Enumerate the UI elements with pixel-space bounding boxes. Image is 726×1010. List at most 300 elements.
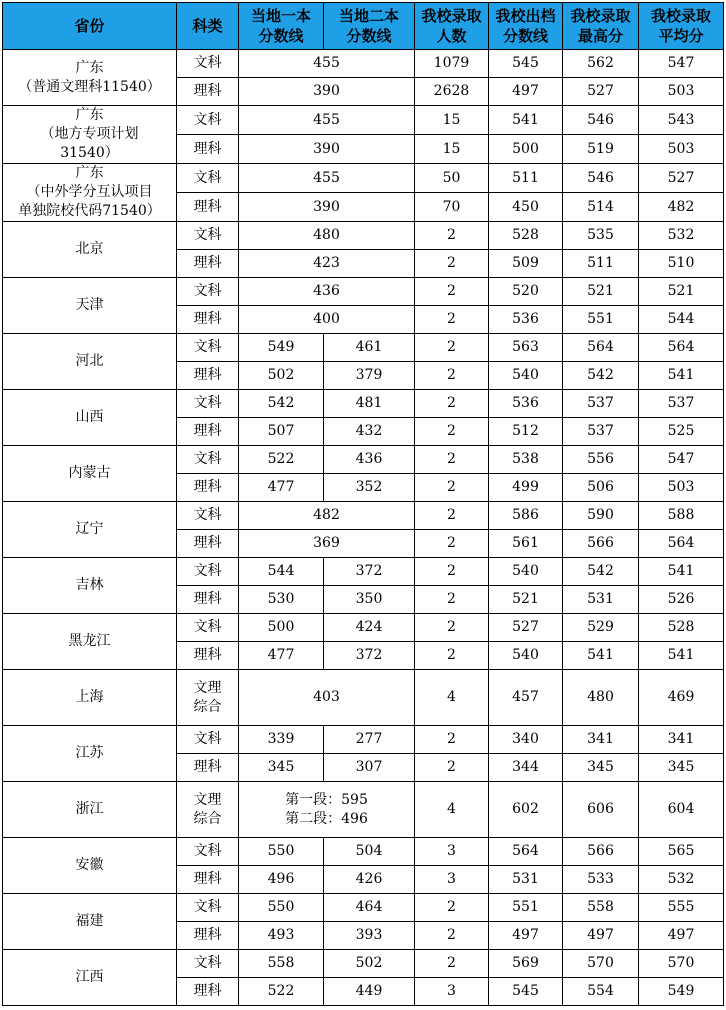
- table-row: [3, 390, 724, 418]
- tier1-line-cell: 544: [239, 558, 324, 586]
- combined-line-cell: 455: [239, 106, 415, 135]
- subject-cell: [177, 558, 239, 586]
- province-cell: [3, 950, 177, 1006]
- admitted-count-cell: 3: [415, 866, 489, 894]
- highest-score-cell: 570: [563, 950, 639, 978]
- subject-line: 文科: [193, 111, 222, 128]
- highest-score-cell: 558: [563, 894, 639, 922]
- average-score-cell: 497: [639, 922, 724, 950]
- filing-line-cell: 538: [489, 446, 563, 474]
- filing-line-cell: 540: [489, 558, 563, 586]
- tier1-line-cell: 530: [239, 586, 324, 614]
- filing-line-cell: 540: [489, 362, 563, 390]
- subject-line: 理科: [193, 255, 222, 271]
- header-filing-line: 我校出档 分数线: [489, 3, 563, 50]
- combined-line-cell: 403: [239, 670, 415, 726]
- filing-line-cell: 499: [489, 474, 563, 502]
- subject-line: 文科: [193, 55, 222, 71]
- tier1-line-cell: 507: [239, 418, 324, 446]
- average-score-cell: 588: [639, 502, 724, 530]
- filing-line-cell: 563: [489, 334, 563, 362]
- table-row: [3, 502, 724, 530]
- tier2-line-cell: 393: [324, 922, 415, 950]
- combined-line-cell: 390: [239, 135, 415, 164]
- header-highest-score: 我校录取 最高分: [563, 3, 639, 50]
- subject-line: 理科: [193, 591, 222, 607]
- province-name-line: 广东: [75, 59, 104, 76]
- subject-line: 理科: [193, 759, 222, 775]
- subject-cell: [177, 50, 239, 78]
- table-row: [3, 614, 724, 642]
- average-score-cell: 549: [639, 978, 724, 1006]
- highest-score-cell: 556: [563, 446, 639, 474]
- highest-score-cell: 527: [563, 78, 639, 106]
- highest-score-cell: 537: [563, 418, 639, 446]
- average-score-cell: 526: [639, 586, 724, 614]
- admitted-count-cell: 2: [415, 614, 489, 642]
- province-name-line: 31540）: [60, 145, 119, 161]
- tier2-line-cell: 307: [324, 754, 415, 782]
- admitted-count-cell: 15: [415, 135, 489, 164]
- average-score-cell: 532: [639, 222, 724, 250]
- filing-line-cell: 511: [489, 164, 563, 193]
- province-cell: [3, 502, 177, 558]
- subject-cell: [177, 164, 239, 193]
- subject-cell: [177, 950, 239, 978]
- province-name-line: 黑龙江: [68, 633, 111, 649]
- province-name-line: 福建: [75, 913, 104, 929]
- average-score-cell: 503: [639, 474, 724, 502]
- province-cell: [3, 614, 177, 670]
- province-name-line: 安徽: [75, 857, 104, 873]
- province-cell: [3, 334, 177, 390]
- combined-line-cell: 369: [239, 530, 415, 558]
- filing-line-cell: 521: [489, 586, 563, 614]
- admitted-count-cell: 15: [415, 106, 489, 135]
- subject-line: 文科: [193, 563, 222, 579]
- subject-cell: [177, 250, 239, 278]
- subject-line: 文理: [193, 679, 222, 696]
- subject-cell: [177, 530, 239, 558]
- table-row: [3, 670, 724, 726]
- tier1-line-cell: 339: [239, 726, 324, 754]
- subject-cell: [177, 614, 239, 642]
- filing-line-cell: 536: [489, 306, 563, 334]
- average-score-cell: 345: [639, 754, 724, 782]
- highest-score-cell: 533: [563, 866, 639, 894]
- average-score-cell: 547: [639, 446, 724, 474]
- filing-line-cell: 497: [489, 922, 563, 950]
- filing-line-cell: 586: [489, 502, 563, 530]
- filing-line-cell: 545: [489, 978, 563, 1006]
- filing-line-cell: 450: [489, 193, 563, 222]
- average-score-cell: 510: [639, 250, 724, 278]
- admitted-count-cell: 2: [415, 418, 489, 446]
- subject-line: 文理: [193, 791, 222, 808]
- highest-score-cell: 514: [563, 193, 639, 222]
- subject-cell: [177, 586, 239, 614]
- admitted-count-cell: 2: [415, 474, 489, 502]
- highest-score-cell: 542: [563, 362, 639, 390]
- subject-cell: [177, 474, 239, 502]
- tier1-line-cell: 496: [239, 866, 324, 894]
- subject-line: 理科: [193, 83, 222, 99]
- admitted-count-cell: 2: [415, 334, 489, 362]
- province-cell: [3, 558, 177, 614]
- subject-line: 理科: [193, 535, 222, 551]
- subject-line: 文科: [193, 339, 222, 355]
- subject-line: 文科: [193, 451, 222, 467]
- combined-line-cell: 400: [239, 306, 415, 334]
- filing-line-cell: 561: [489, 530, 563, 558]
- header-average-score: 我校录取 平均分: [639, 3, 724, 50]
- table-row: [3, 894, 724, 922]
- tier2-line-cell: 379: [324, 362, 415, 390]
- admitted-count-cell: 2: [415, 278, 489, 306]
- province-name-line: 山西: [75, 409, 104, 425]
- table-row: [3, 334, 724, 362]
- average-score-cell: 565: [639, 838, 724, 866]
- subject-cell: [177, 894, 239, 922]
- highest-score-cell: 542: [563, 558, 639, 586]
- tier1-line-cell: 477: [239, 474, 324, 502]
- subject-cell: [177, 390, 239, 418]
- combined-line-cell: 390: [239, 193, 415, 222]
- subject-line: 理科: [193, 479, 222, 495]
- highest-score-cell: 519: [563, 135, 639, 164]
- average-score-cell: 555: [639, 894, 724, 922]
- subject-line: 理科: [193, 198, 222, 215]
- subject-cell: [177, 222, 239, 250]
- average-score-cell: 543: [639, 106, 724, 135]
- average-score-cell: 527: [639, 164, 724, 193]
- admitted-count-cell: 50: [415, 164, 489, 193]
- table-row: [3, 558, 724, 586]
- province-cell: [3, 670, 177, 726]
- admitted-count-cell: 2: [415, 558, 489, 586]
- filing-line-cell: 551: [489, 894, 563, 922]
- admitted-count-cell: 3: [415, 978, 489, 1006]
- admitted-count-cell: 4: [415, 782, 489, 838]
- tier1-line-cell: 550: [239, 838, 324, 866]
- average-score-cell: 541: [639, 642, 724, 670]
- tier2-line-cell: 426: [324, 866, 415, 894]
- tier2-line-cell: 461: [324, 334, 415, 362]
- table-row: [3, 50, 724, 78]
- subject-cell: [177, 135, 239, 164]
- subject-line: 文科: [193, 619, 222, 635]
- filing-line-cell: 344: [489, 754, 563, 782]
- highest-score-cell: 531: [563, 586, 639, 614]
- average-score-cell: 544: [639, 306, 724, 334]
- subject-line: 文科: [193, 283, 222, 299]
- combined-line-cell: 436: [239, 278, 415, 306]
- highest-score-cell: 562: [563, 50, 639, 78]
- admitted-count-cell: 2: [415, 530, 489, 558]
- admitted-count-cell: 2: [415, 894, 489, 922]
- province-cell: [3, 838, 177, 894]
- tier1-line-cell: 500: [239, 614, 324, 642]
- highest-score-cell: 551: [563, 306, 639, 334]
- tier2-line-cell: 352: [324, 474, 415, 502]
- header-tier1-line: 当地一本 分数线: [239, 3, 324, 50]
- tier2-line-cell: 350: [324, 586, 415, 614]
- tier1-line-cell: 477: [239, 642, 324, 670]
- province-name-line: 广东: [75, 165, 104, 181]
- subject-line: 文科: [193, 955, 222, 971]
- filing-line-cell: 520: [489, 278, 563, 306]
- province-cell: [3, 164, 177, 222]
- province-name-line: 天津: [75, 297, 104, 313]
- tier2-line-cell: 502: [324, 950, 415, 978]
- combined-line-cell: 482: [239, 502, 415, 530]
- tier1-line-cell: 522: [239, 446, 324, 474]
- tier2-line-cell: 372: [324, 642, 415, 670]
- subject-line: 文科: [193, 507, 222, 523]
- subject-line: 理科: [193, 983, 222, 999]
- province-name-line: 浙江: [75, 801, 104, 817]
- province-name-line: 河北: [75, 353, 104, 369]
- admitted-count-cell: 2: [415, 222, 489, 250]
- province-cell: [3, 782, 177, 838]
- average-score-cell: 541: [639, 558, 724, 586]
- province-cell: [3, 446, 177, 502]
- province-name-line: 广东: [75, 107, 104, 123]
- admitted-count-cell: 2628: [415, 78, 489, 106]
- combined-line-cell: 480: [239, 222, 415, 250]
- combined-line-part: 第二段：496: [285, 810, 368, 827]
- subject-line: 综合: [193, 698, 222, 715]
- highest-score-cell: 506: [563, 474, 639, 502]
- subject-cell: [177, 866, 239, 894]
- subject-cell: [177, 838, 239, 866]
- average-score-cell: 482: [639, 193, 724, 222]
- table-row: [3, 446, 724, 474]
- province-name-line: （中外学分互认项目: [26, 184, 153, 200]
- tier2-line-cell: 436: [324, 446, 415, 474]
- subject-line: 理科: [193, 927, 222, 943]
- highest-score-cell: 564: [563, 334, 639, 362]
- admitted-count-cell: 4: [415, 670, 489, 726]
- filing-line-cell: 497: [489, 78, 563, 106]
- tier1-line-cell: 345: [239, 754, 324, 782]
- combined-line-cell: 390: [239, 78, 415, 106]
- tier1-line-cell: 493: [239, 922, 324, 950]
- highest-score-cell: 497: [563, 922, 639, 950]
- subject-cell: [177, 978, 239, 1006]
- table-row: [3, 164, 724, 193]
- table-row: [3, 726, 724, 754]
- combined-line-part: 第一段：595: [285, 791, 368, 808]
- average-score-cell: 525: [639, 418, 724, 446]
- header-admitted-count: 我校录取 人数: [415, 3, 489, 50]
- tier1-line-cell: 542: [239, 390, 324, 418]
- filing-line-cell: 500: [489, 135, 563, 164]
- province-cell: [3, 726, 177, 782]
- average-score-cell: 503: [639, 78, 724, 106]
- province-cell: [3, 50, 177, 106]
- average-score-cell: 564: [639, 530, 724, 558]
- admitted-count-cell: 2: [415, 250, 489, 278]
- header-subject: 科类: [177, 3, 239, 50]
- admitted-count-cell: 2: [415, 642, 489, 670]
- province-name-line: （地方专项计划: [40, 126, 139, 142]
- filing-line-cell: 457: [489, 670, 563, 726]
- highest-score-cell: 511: [563, 250, 639, 278]
- admitted-count-cell: 2: [415, 586, 489, 614]
- subject-cell: [177, 418, 239, 446]
- average-score-cell: 537: [639, 390, 724, 418]
- subject-line: 理科: [193, 311, 222, 327]
- combined-line-cell: 423: [239, 250, 415, 278]
- table-row: [3, 838, 724, 866]
- admitted-count-cell: 2: [415, 502, 489, 530]
- highest-score-cell: 537: [563, 390, 639, 418]
- filing-line-cell: 340: [489, 726, 563, 754]
- highest-score-cell: 590: [563, 502, 639, 530]
- subject-cell: [177, 362, 239, 390]
- average-score-cell: 503: [639, 135, 724, 164]
- average-score-cell: 341: [639, 726, 724, 754]
- province-name-line: （普通文理科11540）: [18, 78, 161, 95]
- province-name-line: 单独院校代码71540）: [18, 203, 161, 219]
- table-row: [3, 106, 724, 135]
- table-row: [3, 782, 724, 838]
- province-name-line: 北京: [75, 241, 104, 257]
- highest-score-cell: 541: [563, 642, 639, 670]
- highest-score-cell: 341: [563, 726, 639, 754]
- header-tier2-line: 当地二本 分数线: [324, 3, 415, 50]
- tier1-line-cell: 550: [239, 894, 324, 922]
- province-name-line: 辽宁: [75, 521, 104, 537]
- average-score-cell: 528: [639, 614, 724, 642]
- subject-line: 文科: [193, 731, 222, 747]
- highest-score-cell: 480: [563, 670, 639, 726]
- subject-cell: [177, 193, 239, 222]
- table-body: [3, 50, 724, 1006]
- average-score-cell: 570: [639, 950, 724, 978]
- tier2-line-cell: 481: [324, 390, 415, 418]
- header-province: 省份: [3, 3, 177, 50]
- province-cell: [3, 390, 177, 446]
- subject-cell: [177, 670, 239, 726]
- admitted-count-cell: 2: [415, 754, 489, 782]
- tier2-line-cell: 449: [324, 978, 415, 1006]
- tier1-line-cell: 502: [239, 362, 324, 390]
- highest-score-cell: 345: [563, 754, 639, 782]
- province-name-line: 江苏: [75, 745, 104, 761]
- subject-cell: [177, 446, 239, 474]
- table-row: [3, 950, 724, 978]
- highest-score-cell: 546: [563, 164, 639, 193]
- tier1-line-cell: 522: [239, 978, 324, 1006]
- province-cell: [3, 222, 177, 278]
- average-score-cell: 469: [639, 670, 724, 726]
- admitted-count-cell: 2: [415, 306, 489, 334]
- subject-line: 文科: [193, 395, 222, 411]
- subject-line: 文科: [193, 169, 222, 186]
- tier2-line-cell: 372: [324, 558, 415, 586]
- highest-score-cell: 554: [563, 978, 639, 1006]
- tier2-line-cell: 424: [324, 614, 415, 642]
- province-name-line: 内蒙古: [68, 465, 111, 481]
- subject-cell: [177, 78, 239, 106]
- tier2-line-cell: 432: [324, 418, 415, 446]
- filing-line-cell: 540: [489, 642, 563, 670]
- subject-cell: [177, 754, 239, 782]
- average-score-cell: 547: [639, 50, 724, 78]
- province-cell: [3, 894, 177, 950]
- province-name-line: 吉林: [75, 577, 104, 593]
- table-row: [3, 278, 724, 306]
- tier2-line-cell: 277: [324, 726, 415, 754]
- highest-score-cell: 546: [563, 106, 639, 135]
- highest-score-cell: 529: [563, 614, 639, 642]
- subject-cell: [177, 334, 239, 362]
- province-name-line: 上海: [75, 689, 104, 705]
- admitted-count-cell: 3: [415, 838, 489, 866]
- header-row: [3, 3, 724, 50]
- subject-line: 文科: [193, 227, 222, 243]
- highest-score-cell: 521: [563, 278, 639, 306]
- table-row: [3, 222, 724, 250]
- subject-line: 综合: [193, 810, 222, 827]
- tier1-line-cell: 558: [239, 950, 324, 978]
- highest-score-cell: 606: [563, 782, 639, 838]
- filing-line-cell: 509: [489, 250, 563, 278]
- admitted-count-cell: 70: [415, 193, 489, 222]
- combined-line-cell: 455: [239, 50, 415, 78]
- filing-line-cell: 528: [489, 222, 563, 250]
- tier2-line-cell: 504: [324, 838, 415, 866]
- subject-cell: [177, 306, 239, 334]
- admitted-count-cell: 1079: [415, 50, 489, 78]
- subject-line: 理科: [193, 367, 222, 383]
- filing-line-cell: 569: [489, 950, 563, 978]
- filing-line-cell: 545: [489, 50, 563, 78]
- filing-line-cell: 531: [489, 866, 563, 894]
- combined-line-cell: [239, 782, 415, 838]
- subject-cell: [177, 106, 239, 135]
- subject-cell: [177, 922, 239, 950]
- province-cell: [3, 278, 177, 334]
- subject-line: 理科: [193, 647, 222, 663]
- tier1-line-cell: 549: [239, 334, 324, 362]
- subject-cell: [177, 502, 239, 530]
- province-name-line: 江西: [75, 969, 104, 985]
- highest-score-cell: 566: [563, 838, 639, 866]
- subject-line: 文科: [193, 899, 222, 915]
- filing-line-cell: 512: [489, 418, 563, 446]
- admitted-count-cell: 2: [415, 362, 489, 390]
- average-score-cell: 521: [639, 278, 724, 306]
- admitted-count-cell: 2: [415, 726, 489, 754]
- admitted-count-cell: 2: [415, 446, 489, 474]
- admitted-count-cell: 2: [415, 390, 489, 418]
- tier2-line-cell: 464: [324, 894, 415, 922]
- subject-cell: [177, 782, 239, 838]
- filing-line-cell: 536: [489, 390, 563, 418]
- combined-line-cell: 455: [239, 164, 415, 193]
- subject-cell: [177, 642, 239, 670]
- admission-score-table: [2, 2, 724, 1006]
- filing-line-cell: 541: [489, 106, 563, 135]
- highest-score-cell: 535: [563, 222, 639, 250]
- province-cell: [3, 106, 177, 164]
- admitted-count-cell: 2: [415, 950, 489, 978]
- highest-score-cell: 566: [563, 530, 639, 558]
- subject-cell: [177, 278, 239, 306]
